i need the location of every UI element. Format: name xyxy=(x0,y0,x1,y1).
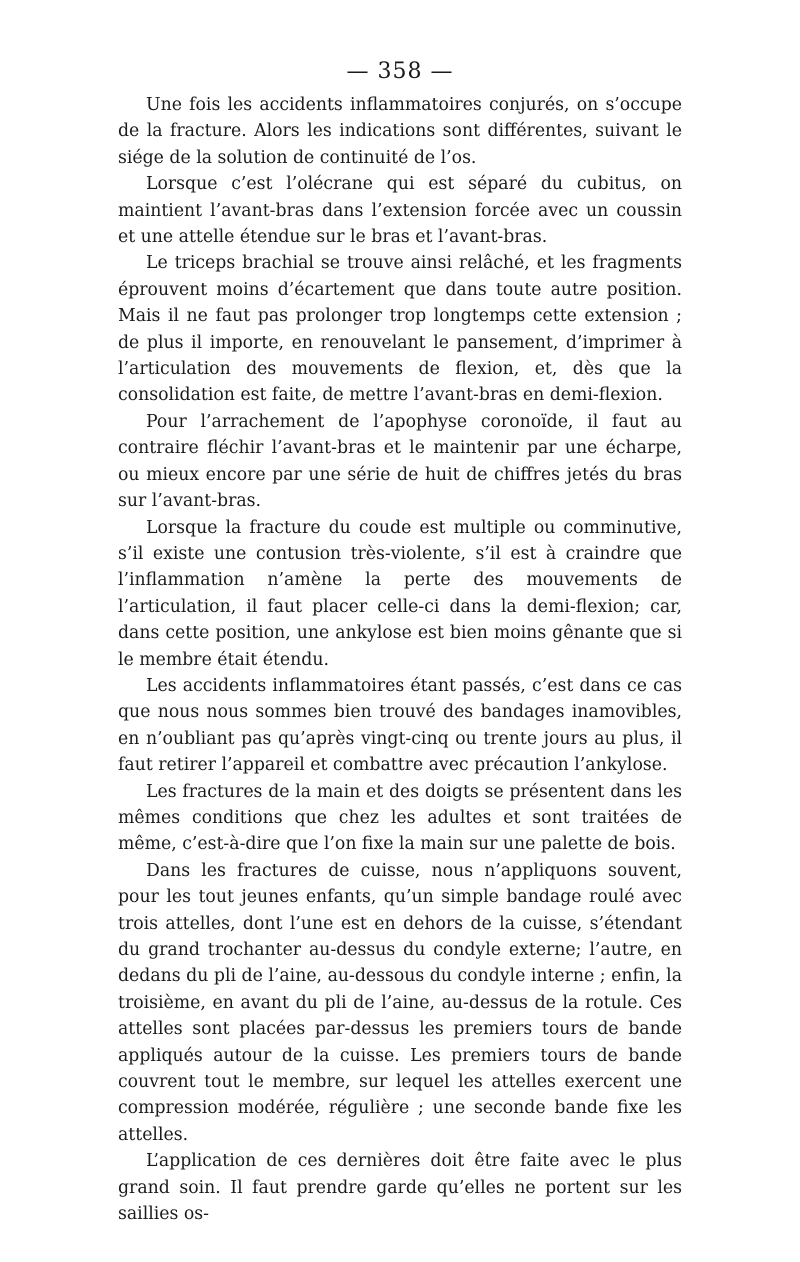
paragraph-6: Les accidents inflammatoires étant passés, c’est dans ce cas que nous nous sommes bien trouvé des bandages inamovibles, en n’oubliant pas qu’après vingt-cinq ou trente jours au plus, il faut retirer l’appareil et combattre avec précaution l’ankylose. xyxy=(118,675,682,776)
paragraph-4: Pour l’arrachement de l’apophyse coronoïde, il faut au contraire fléchir l’avant-bras et le maintenir par une écharpe, ou mieux encore par une série de huit de chiffres jetés du bras sur l’avant-bras. xyxy=(118,411,682,512)
paragraph-9: L’application de ces dernières doit être faite avec le plus grand soin. Il faut prendre garde qu’elles ne portent sur les saillies os- xyxy=(118,1151,682,1225)
paragraph-2: Lorsque c’est l’olécrane qui est séparé du cubitus, on maintient l’avant-bras dans l’extension forcée avec un coussin et une attelle étendue sur le bras et l’avant-bras. xyxy=(118,174,682,248)
paragraph-5: Lorsque la fracture du coude est multiple ou comminutive, s’il existe une contusion très-violente, s’il est à craindre que l’inflammation n’amène la perte des mouvements de l’articulation, il faut placer celle-ci dans la demi-flexion; car, dans cette position, une ankylose est bien moins gênante que si le membre était étendu. xyxy=(118,517,682,670)
paragraph-1: Une fois les accidents inflammatoires conjurés, on s’occupe de la fracture. Alors les indications sont différentes, suivant le siége de la solution de continuité de l’os. xyxy=(118,95,682,168)
book-page xyxy=(118,58,682,1227)
paragraph-8: Dans les fractures de cuisse, nous n’appliquons souvent, pour les tout jeunes enfants, qu’un simple bandage roulé avec trois attelles, dont l’une est en dehors de la cuisse, s’étendant du grand trochanter au-dessus du condyle externe; l’autre, en dedans du pli de l’aine, au-dessous du condyle interne ; enfin, la troisième, en avant du pli de l’aine, au-dessus de la rotule. Ces attelles sont placées par-dessus les premiers tours de bande appliqués autour de la cuisse. Les premiers tours de bande couvrent tout le membre, sur lequel les attelles exercent une compression modérée, régulière ; une seconde bande fixe les attelles. xyxy=(118,860,682,1145)
page-number: — 358 — xyxy=(346,59,454,84)
paragraph-7: Les fractures de la main et des doigts se présentent dans les mêmes conditions que chez les adultes et sont traitées de même, c’est-à-dire que l’on fixe la main sur une palette de bois. xyxy=(118,781,682,855)
paragraph-3: Le triceps brachial se trouve ainsi relâché, et les fragments éprouvent moins d’écartement que dans toute autre position. Mais il ne faut pas prolonger trop longtemps cette extension ; de plus il importe, en renouvelant le pansement, d’imprimer à l’articulation des mouvements de flexion, et, dès que la consolidation est faite, de mettre l’avant-bras en demi-flexion. xyxy=(118,253,682,406)
